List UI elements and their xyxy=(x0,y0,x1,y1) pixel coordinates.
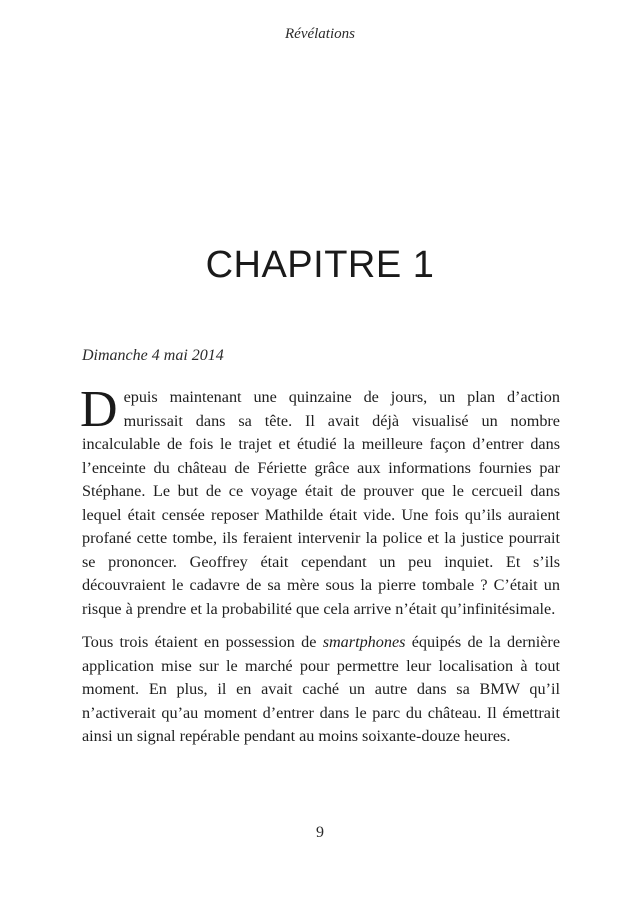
paragraph-1-text: epuis maintenant une quinzaine de jours, un plan d’action murissait dans sa tête. Il avait déjà visualisé un nombre incalculable de fois le trajet et étudié la meilleure façon d’entrer dans l’enceinte du château de Fériette grâce aux informations fournies par Stéphane. Le but de ce voyage était de prouver que le cercueil dans lequel était censée reposer Mathilde était vide. Une fois qu’ils auraient profané cette tombe, ils feraient intervenir la police et la justice pourrait se prononcer. Geoffrey était cependant un peu inquiet. Et s’ils découvraient le cadavre de sa mère sous la pierre tombale ? C’était un risque à prendre et la probabilité que cela arrive n’était qu’infinitésimale. xyxy=(82,388,560,618)
paragraph-2-text-start: Tous trois étaient en possession de xyxy=(82,633,323,651)
paragraph-2-text-end: équipés de la dernière application mise sur le marché pour permettre leur localisation à tout moment. En plus, il en avait caché un autre dans sa BMW qu’il n’activerait qu’au moment d’entrer dans le parc du château. Il émettrait ainsi un signal repérable pendant au moins soixante-douze heures. xyxy=(82,633,560,745)
chapter-title: CHAPITRE 1 xyxy=(205,244,435,286)
body-text xyxy=(80,381,560,749)
chapter-date: Dimanche 4 mai 2014 xyxy=(82,347,224,364)
paragraph-1 xyxy=(80,381,560,621)
page-number: 9 xyxy=(316,824,324,841)
drop-cap: D xyxy=(80,381,118,438)
paragraph-2 xyxy=(82,631,560,749)
running-header: Révélations xyxy=(285,26,355,42)
paragraph-2-emphasis: smartphones xyxy=(322,633,406,651)
